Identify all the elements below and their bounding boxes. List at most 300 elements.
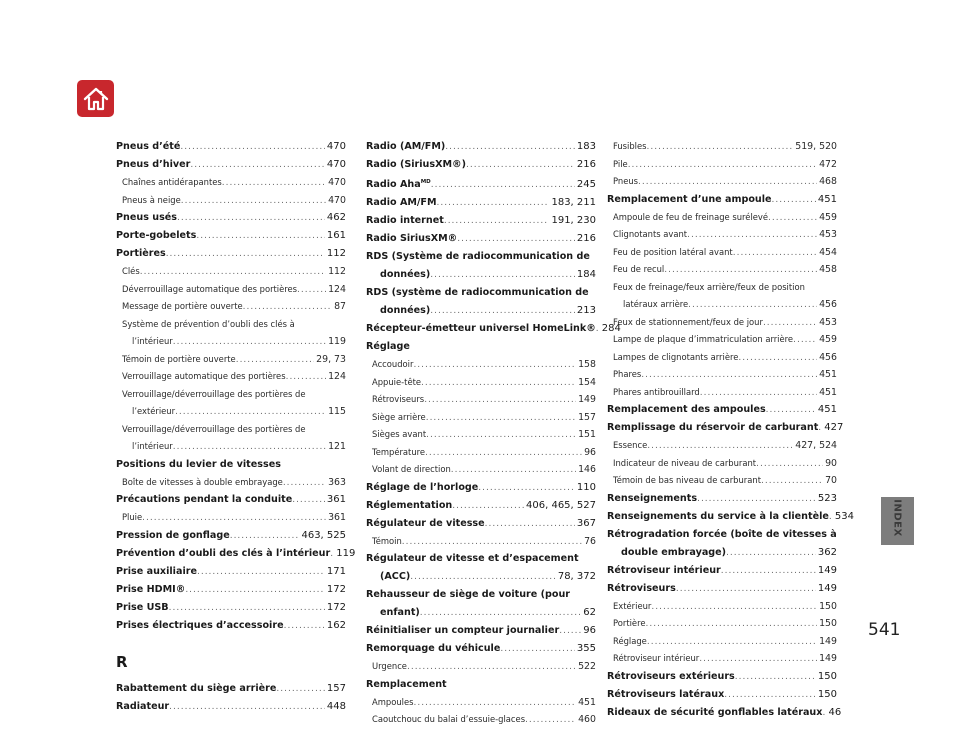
dot-leader — [647, 438, 793, 455]
index-entry[interactable] — [366, 138, 596, 156]
index-entry[interactable] — [366, 497, 596, 515]
page-reference[interactable]: 355 — [576, 643, 596, 655]
entry-label: Clés — [122, 266, 140, 276]
entry-label: Caoutchouc du balai d’essuie-glaces — [372, 714, 526, 725]
index-entry[interactable] — [607, 704, 842, 722]
index-subentry[interactable] — [366, 356, 596, 374]
index-subentry[interactable] — [607, 244, 837, 262]
index-subentry[interactable] — [366, 426, 596, 444]
index-entry[interactable] — [366, 266, 596, 284]
entry-label: Pneus d’hiver — [116, 159, 191, 170]
page-reference[interactable]: 448 — [326, 700, 346, 712]
page-reference[interactable]: 154 — [578, 376, 596, 388]
index-subentry — [607, 279, 837, 297]
index-entry[interactable] — [366, 568, 596, 586]
page-reference[interactable]: 462 — [326, 212, 346, 223]
entry-label: Accoudoir — [372, 359, 414, 370]
page-reference[interactable]: 162 — [326, 619, 346, 631]
index-entry[interactable] — [366, 622, 596, 640]
page-reference[interactable]: 427 — [824, 422, 844, 433]
dot-leader — [793, 332, 817, 349]
dot-leader — [638, 174, 817, 191]
page-reference[interactable]: 213 — [576, 305, 596, 317]
dot-leader — [181, 193, 326, 210]
page-reference[interactable]: 451 — [817, 193, 837, 205]
index-subentry[interactable] — [607, 349, 837, 367]
page-reference[interactable]: 172 — [326, 601, 346, 613]
entry-label: Essence — [613, 440, 648, 450]
dot-leader — [420, 605, 581, 622]
index-entry[interactable] — [116, 138, 346, 156]
entry-label: Rétroviseurs latéraux — [607, 688, 725, 700]
index-subentry[interactable] — [607, 209, 837, 227]
dot-leader — [297, 282, 326, 299]
page-reference[interactable]: 284 — [601, 323, 621, 335]
page-reference[interactable]: 534 — [834, 510, 854, 522]
page-reference[interactable]: 183 — [576, 141, 596, 152]
index-entry[interactable] — [116, 227, 346, 245]
entry-label: Réglage — [613, 635, 647, 646]
dot-leader — [413, 695, 576, 712]
entry-label: Rétroviseurs extérieurs — [607, 670, 735, 682]
dot-leader — [466, 157, 575, 174]
index-subentry[interactable] — [607, 633, 837, 651]
index-column-3 — [607, 138, 854, 722]
index-entry[interactable] — [607, 580, 837, 598]
dot-leader — [726, 545, 816, 562]
dot-leader — [647, 139, 794, 156]
index-entry — [116, 456, 346, 474]
entry-label: Prise auxiliaire — [116, 565, 197, 577]
dot-leader — [664, 262, 817, 279]
entry-label: Rehausseur de siège de voiture (pour — [366, 589, 571, 601]
entry-label: Verrouillage automatique des portières — [122, 371, 286, 381]
page-reference[interactable]: 459 — [819, 334, 837, 345]
page-reference[interactable]: 453 — [819, 229, 837, 240]
page-reference[interactable]: 29, 73 — [316, 353, 346, 365]
index-entry[interactable] — [607, 490, 837, 508]
entry-label: Prise USB — [116, 601, 169, 613]
index-entry[interactable] — [116, 545, 356, 563]
entry-label: Sièges avant — [372, 429, 427, 440]
dot-leader — [173, 334, 326, 351]
dot-leader — [425, 445, 582, 462]
entry-label: Feu de recul — [613, 264, 665, 274]
page-reference[interactable]: 523 — [817, 492, 837, 504]
entry-label: Verrouillage/déverrouillage des portières de — [122, 423, 306, 434]
dot-leader — [169, 600, 325, 617]
dot-leader — [688, 297, 817, 314]
index-entry[interactable] — [366, 156, 596, 174]
index-entry — [366, 284, 596, 302]
dot-leader — [763, 315, 817, 332]
page-reference[interactable]: 362 — [817, 546, 837, 558]
index-subentry[interactable] — [607, 156, 837, 174]
dot-leader — [724, 687, 816, 704]
page-reference[interactable]: 172 — [326, 583, 346, 595]
page-reference[interactable]: 453 — [819, 316, 837, 328]
index-entry[interactable] — [116, 527, 346, 545]
index-subentry[interactable] — [607, 384, 837, 402]
page-reference[interactable]: 361 — [328, 512, 346, 523]
page-reference[interactable]: 87 — [334, 301, 346, 312]
page-reference[interactable]: 216 — [576, 233, 596, 245]
page-reference[interactable]: 146 — [578, 464, 596, 476]
index-subentry[interactable] — [607, 138, 837, 156]
page-reference[interactable]: 149 — [817, 564, 837, 576]
entry-label: Régulateur de vitesse et d’espacement — [366, 553, 579, 565]
dot-leader — [236, 352, 314, 369]
index-entry[interactable] — [366, 604, 596, 622]
index-entry[interactable] — [116, 599, 346, 617]
entry-label: Rétroviseurs — [372, 394, 425, 405]
index-subentry[interactable] — [116, 281, 346, 299]
home-button[interactable] — [77, 80, 114, 117]
index-subentry[interactable] — [607, 296, 837, 314]
page-reference[interactable]: 149 — [578, 394, 596, 406]
index-subentry[interactable] — [607, 261, 837, 279]
entry-label: Rabattement du siège arrière — [116, 682, 277, 694]
entry-label: Température — [372, 446, 426, 457]
page-reference[interactable]: 112 — [326, 248, 346, 259]
index-entry — [366, 586, 596, 604]
page-reference[interactable]: 78, 372 — [557, 571, 596, 583]
dot-leader — [525, 712, 576, 729]
page-reference[interactable]: 150 — [817, 670, 837, 682]
page-reference[interactable]: 191, 230 — [551, 215, 596, 227]
index-subentry[interactable] — [116, 368, 346, 386]
dot-leader — [410, 569, 556, 586]
entry-label: Réglementation — [366, 499, 453, 511]
index-entry[interactable] — [366, 302, 596, 320]
index-entry[interactable] — [607, 562, 837, 580]
dot-leader — [166, 246, 325, 263]
index-subentry[interactable] — [116, 298, 346, 316]
page-reference[interactable]: 157 — [326, 682, 346, 694]
index-subentry[interactable] — [607, 472, 837, 490]
page-reference[interactable]: 361 — [326, 494, 346, 505]
index-subentry[interactable] — [366, 711, 596, 729]
index-entry[interactable] — [116, 698, 346, 716]
dot-leader — [772, 192, 816, 209]
dot-leader — [426, 410, 576, 427]
dot-leader — [196, 228, 325, 245]
index-entry[interactable] — [607, 191, 837, 209]
entry-label: Pneus d’été — [116, 141, 181, 152]
entry-label: RDS (Système de radiocommunication de — [366, 251, 590, 263]
index-entry[interactable] — [366, 479, 596, 497]
dot-leader — [431, 177, 575, 194]
page-reference[interactable]: 119 — [336, 547, 356, 559]
index-entry[interactable] — [116, 680, 346, 698]
page-reference[interactable]: 149 — [819, 653, 837, 664]
entry-label: Pression de gonflage — [116, 529, 230, 541]
index-subentry[interactable] — [607, 437, 837, 455]
index-subentry[interactable] — [607, 366, 837, 384]
index-entry[interactable] — [366, 515, 596, 533]
index-entry[interactable] — [116, 245, 346, 263]
entry-label: Boîte de vitesses à double embrayage — [122, 476, 283, 487]
page-reference[interactable]: 406, 465, 527 — [526, 499, 596, 511]
index-entry[interactable] — [116, 491, 346, 509]
entry-label: double embrayage) — [621, 546, 727, 558]
page-reference[interactable]: 470 — [326, 159, 346, 170]
index-entry[interactable] — [366, 212, 596, 230]
page-reference[interactable]: 150 — [819, 618, 837, 629]
page-reference[interactable]: 470 — [328, 177, 346, 188]
page-reference[interactable]: 470 — [326, 141, 346, 152]
page-reference[interactable]: 96 — [583, 625, 596, 637]
entry-label: Radio (SiriusXM®) — [366, 159, 467, 170]
dot-leader — [756, 456, 823, 473]
dot-leader — [222, 175, 326, 192]
index-subentry[interactable] — [366, 391, 596, 409]
dot-leader — [169, 699, 325, 716]
entry-label: Porte-gobelets — [116, 230, 197, 241]
page-reference[interactable]: 472 — [819, 158, 837, 170]
dot-leader — [276, 681, 325, 698]
dot-leader — [283, 475, 326, 492]
entry-label: Réglage — [366, 341, 410, 353]
index-subentry[interactable] — [116, 403, 346, 421]
entry-label: Feux de stationnement/feux de jour — [613, 316, 763, 327]
index-subentry[interactable] — [116, 192, 346, 210]
dot-leader — [485, 516, 575, 533]
index-entry[interactable] — [116, 156, 346, 174]
page-reference[interactable]: 96 — [584, 446, 596, 458]
page-reference[interactable]: 451 — [819, 369, 837, 380]
entry-label: Précautions pendant la conduite — [116, 494, 293, 505]
index-entry — [366, 338, 596, 356]
page-reference[interactable]: 70 — [825, 475, 837, 486]
entry-label: Volant de direction — [372, 464, 451, 475]
index-entry[interactable] — [116, 209, 346, 227]
page-reference[interactable]: 161 — [326, 230, 346, 241]
dot-leader — [647, 634, 817, 651]
dot-leader — [687, 227, 817, 244]
index-entry[interactable] — [607, 686, 837, 704]
entry-label: Radio internet — [366, 215, 444, 227]
page-reference[interactable]: 110 — [576, 481, 596, 493]
index-subentry[interactable] — [366, 461, 596, 479]
page-number: 541 — [868, 620, 901, 640]
entry-label: l’extérieur — [132, 406, 176, 416]
dot-leader — [451, 462, 576, 479]
entry-label: Feu de position latéral avant — [613, 246, 733, 257]
entry-label: Ampoules — [372, 696, 414, 707]
index-subentry[interactable] — [116, 474, 346, 492]
index-subentry[interactable] — [116, 509, 346, 527]
dot-leader — [733, 245, 817, 262]
entry-label: Fusibles — [613, 141, 647, 151]
page-reference[interactable]: 470 — [328, 194, 346, 206]
dot-leader — [768, 210, 817, 227]
page-reference[interactable]: 427, 524 — [795, 440, 837, 451]
dot-leader — [190, 157, 325, 174]
index-subentry[interactable] — [607, 173, 837, 191]
home-icon — [82, 86, 110, 112]
index-subentry[interactable] — [116, 351, 346, 369]
entry-label: Feux de freinage/feux arrière/feux de position — [613, 281, 805, 292]
entry-label: Portière — [613, 618, 646, 628]
index-entry[interactable] — [607, 544, 837, 562]
dot-leader — [243, 299, 332, 316]
page-reference[interactable]: 463, 525 — [301, 529, 346, 541]
index-entry[interactable] — [366, 174, 596, 194]
page-reference[interactable]: 456 — [819, 351, 837, 363]
page-reference[interactable]: 124 — [328, 283, 346, 295]
entry-label: Remorquage du véhicule — [366, 643, 501, 655]
page-reference[interactable]: 46 — [828, 706, 842, 718]
index-entry[interactable] — [116, 581, 346, 599]
page-reference[interactable]: 157 — [578, 411, 596, 423]
page-reference[interactable]: 90 — [825, 457, 837, 469]
entry-label: Clignotants avant — [613, 229, 688, 239]
index-entry[interactable] — [366, 230, 596, 248]
index-entry[interactable] — [366, 320, 621, 338]
entry-label: enfant) — [380, 607, 420, 619]
page-reference[interactable]: 171 — [326, 565, 346, 577]
page-reference[interactable]: 151 — [578, 429, 596, 441]
dot-leader — [457, 231, 575, 248]
index-entry[interactable] — [116, 617, 346, 635]
dot-leader — [140, 264, 326, 281]
page-reference[interactable]: 245 — [576, 179, 596, 191]
index-subentry[interactable] — [607, 226, 837, 244]
entry-label: Pile — [613, 158, 628, 169]
page-reference[interactable]: 150 — [817, 688, 837, 700]
page-reference[interactable]: 150 — [819, 600, 837, 612]
entry-label: Réglage de l’horloge — [366, 481, 479, 493]
dot-leader — [676, 581, 816, 598]
entry-label: Rétroviseur intérieur — [607, 564, 721, 576]
dot-leader — [445, 139, 575, 156]
dot-leader — [421, 375, 576, 392]
index-subentry[interactable] — [607, 650, 837, 668]
page-reference[interactable]: 522 — [578, 661, 596, 673]
dot-leader — [766, 402, 816, 419]
dot-leader — [444, 213, 550, 230]
entry-label: Témoin de bas niveau de carburant — [613, 475, 761, 485]
index-entry[interactable] — [366, 194, 596, 212]
index-entry[interactable] — [607, 401, 837, 419]
entry-label: Remplacement des ampoules — [607, 404, 766, 415]
page-reference[interactable]: 183, 211 — [551, 197, 596, 209]
page-reference[interactable]: 468 — [819, 176, 837, 187]
page-reference[interactable]: 451 — [578, 696, 596, 708]
page-reference[interactable]: 363 — [328, 476, 346, 488]
page-reference[interactable]: 149 — [817, 582, 837, 594]
page-reference[interactable]: 367 — [576, 517, 596, 529]
dot-leader — [180, 139, 325, 156]
page-reference[interactable]: 112 — [328, 266, 346, 277]
index-entry[interactable] — [607, 419, 844, 437]
page-reference[interactable]: 119 — [328, 336, 346, 347]
page-reference[interactable]: 456 — [819, 299, 837, 310]
page-reference[interactable]: 459 — [819, 211, 837, 223]
index-entry — [607, 526, 837, 544]
entry-label: Déverrouillage automatique des portières — [122, 283, 298, 294]
entry-label: données) — [380, 269, 431, 281]
index-entry[interactable] — [116, 563, 346, 581]
page-reference[interactable]: 454 — [819, 246, 837, 258]
page-reference[interactable]: 216 — [576, 159, 596, 170]
index-subentry[interactable] — [607, 314, 837, 332]
page-reference[interactable]: 458 — [819, 264, 837, 275]
index-subentry — [116, 421, 346, 439]
index-subentry[interactable] — [366, 533, 596, 551]
index-subentry[interactable] — [366, 444, 596, 462]
index-subentry[interactable] — [116, 333, 346, 351]
page-reference[interactable]: 124 — [328, 371, 346, 382]
page-reference[interactable]: 460 — [578, 714, 596, 726]
index-entry[interactable] — [607, 508, 854, 526]
dot-leader — [437, 195, 550, 212]
index-tab-label: INDEX — [891, 499, 903, 537]
page-reference[interactable]: 451 — [817, 404, 837, 415]
index-subentry[interactable] — [607, 615, 837, 633]
index-column-1 — [116, 138, 356, 716]
index-entry[interactable] — [366, 640, 596, 658]
index-subentry[interactable] — [366, 694, 596, 712]
entry-label: Appuie-tête — [372, 376, 422, 387]
entry-label: données) — [380, 305, 431, 317]
entry-label: Portières — [116, 248, 166, 259]
dot-leader — [699, 651, 817, 668]
index-subentry — [116, 386, 346, 404]
entry-label: Pneus — [613, 176, 639, 186]
entry-label: Régulateur de vitesse — [366, 517, 485, 529]
page-reference[interactable]: 149 — [819, 635, 837, 647]
dot-leader — [424, 392, 576, 409]
index-subentry[interactable] — [116, 438, 346, 456]
page-reference[interactable]: 451 — [819, 386, 837, 398]
entry-label: Message de portière ouverte — [122, 301, 243, 311]
dot-leader — [177, 210, 325, 227]
entry-label: l’intérieur — [132, 336, 173, 346]
page-reference[interactable]: 184 — [576, 269, 596, 281]
dot-leader — [430, 303, 575, 320]
entry-label: Siège arrière — [372, 411, 426, 422]
dot-leader — [761, 473, 823, 490]
index-subentry[interactable] — [607, 598, 837, 616]
dot-leader — [413, 357, 576, 374]
page-reference[interactable]: 519, 520 — [795, 141, 837, 152]
index-subentry[interactable] — [366, 409, 596, 427]
index-subentry[interactable] — [366, 374, 596, 392]
index-subentry — [116, 316, 346, 334]
index-subentry[interactable] — [607, 455, 837, 473]
page-reference[interactable]: 62 — [583, 607, 596, 619]
entry-label: Prises électriques d’accessoire — [116, 619, 284, 631]
page-reference[interactable]: 115 — [328, 406, 346, 417]
index-entry[interactable] — [607, 668, 837, 686]
index-subentry[interactable] — [116, 263, 346, 281]
index-subentry[interactable] — [607, 331, 837, 349]
dot-leader — [700, 385, 817, 402]
index-subentry[interactable] — [366, 658, 596, 676]
index-subentry[interactable] — [116, 174, 346, 192]
page-reference[interactable]: 121 — [328, 441, 346, 452]
dot-leader — [426, 427, 576, 444]
entry-label: Prise HDMI® — [116, 583, 186, 595]
index-entry — [366, 248, 596, 266]
dot-leader — [185, 582, 325, 599]
page-reference[interactable]: 76 — [584, 535, 596, 547]
entry-label: Radio Aha$^{MD}$ — [366, 179, 431, 191]
entry-label: Lampe de plaque d’immatriculation arrière — [613, 334, 794, 344]
page-reference[interactable]: 158 — [578, 359, 596, 371]
